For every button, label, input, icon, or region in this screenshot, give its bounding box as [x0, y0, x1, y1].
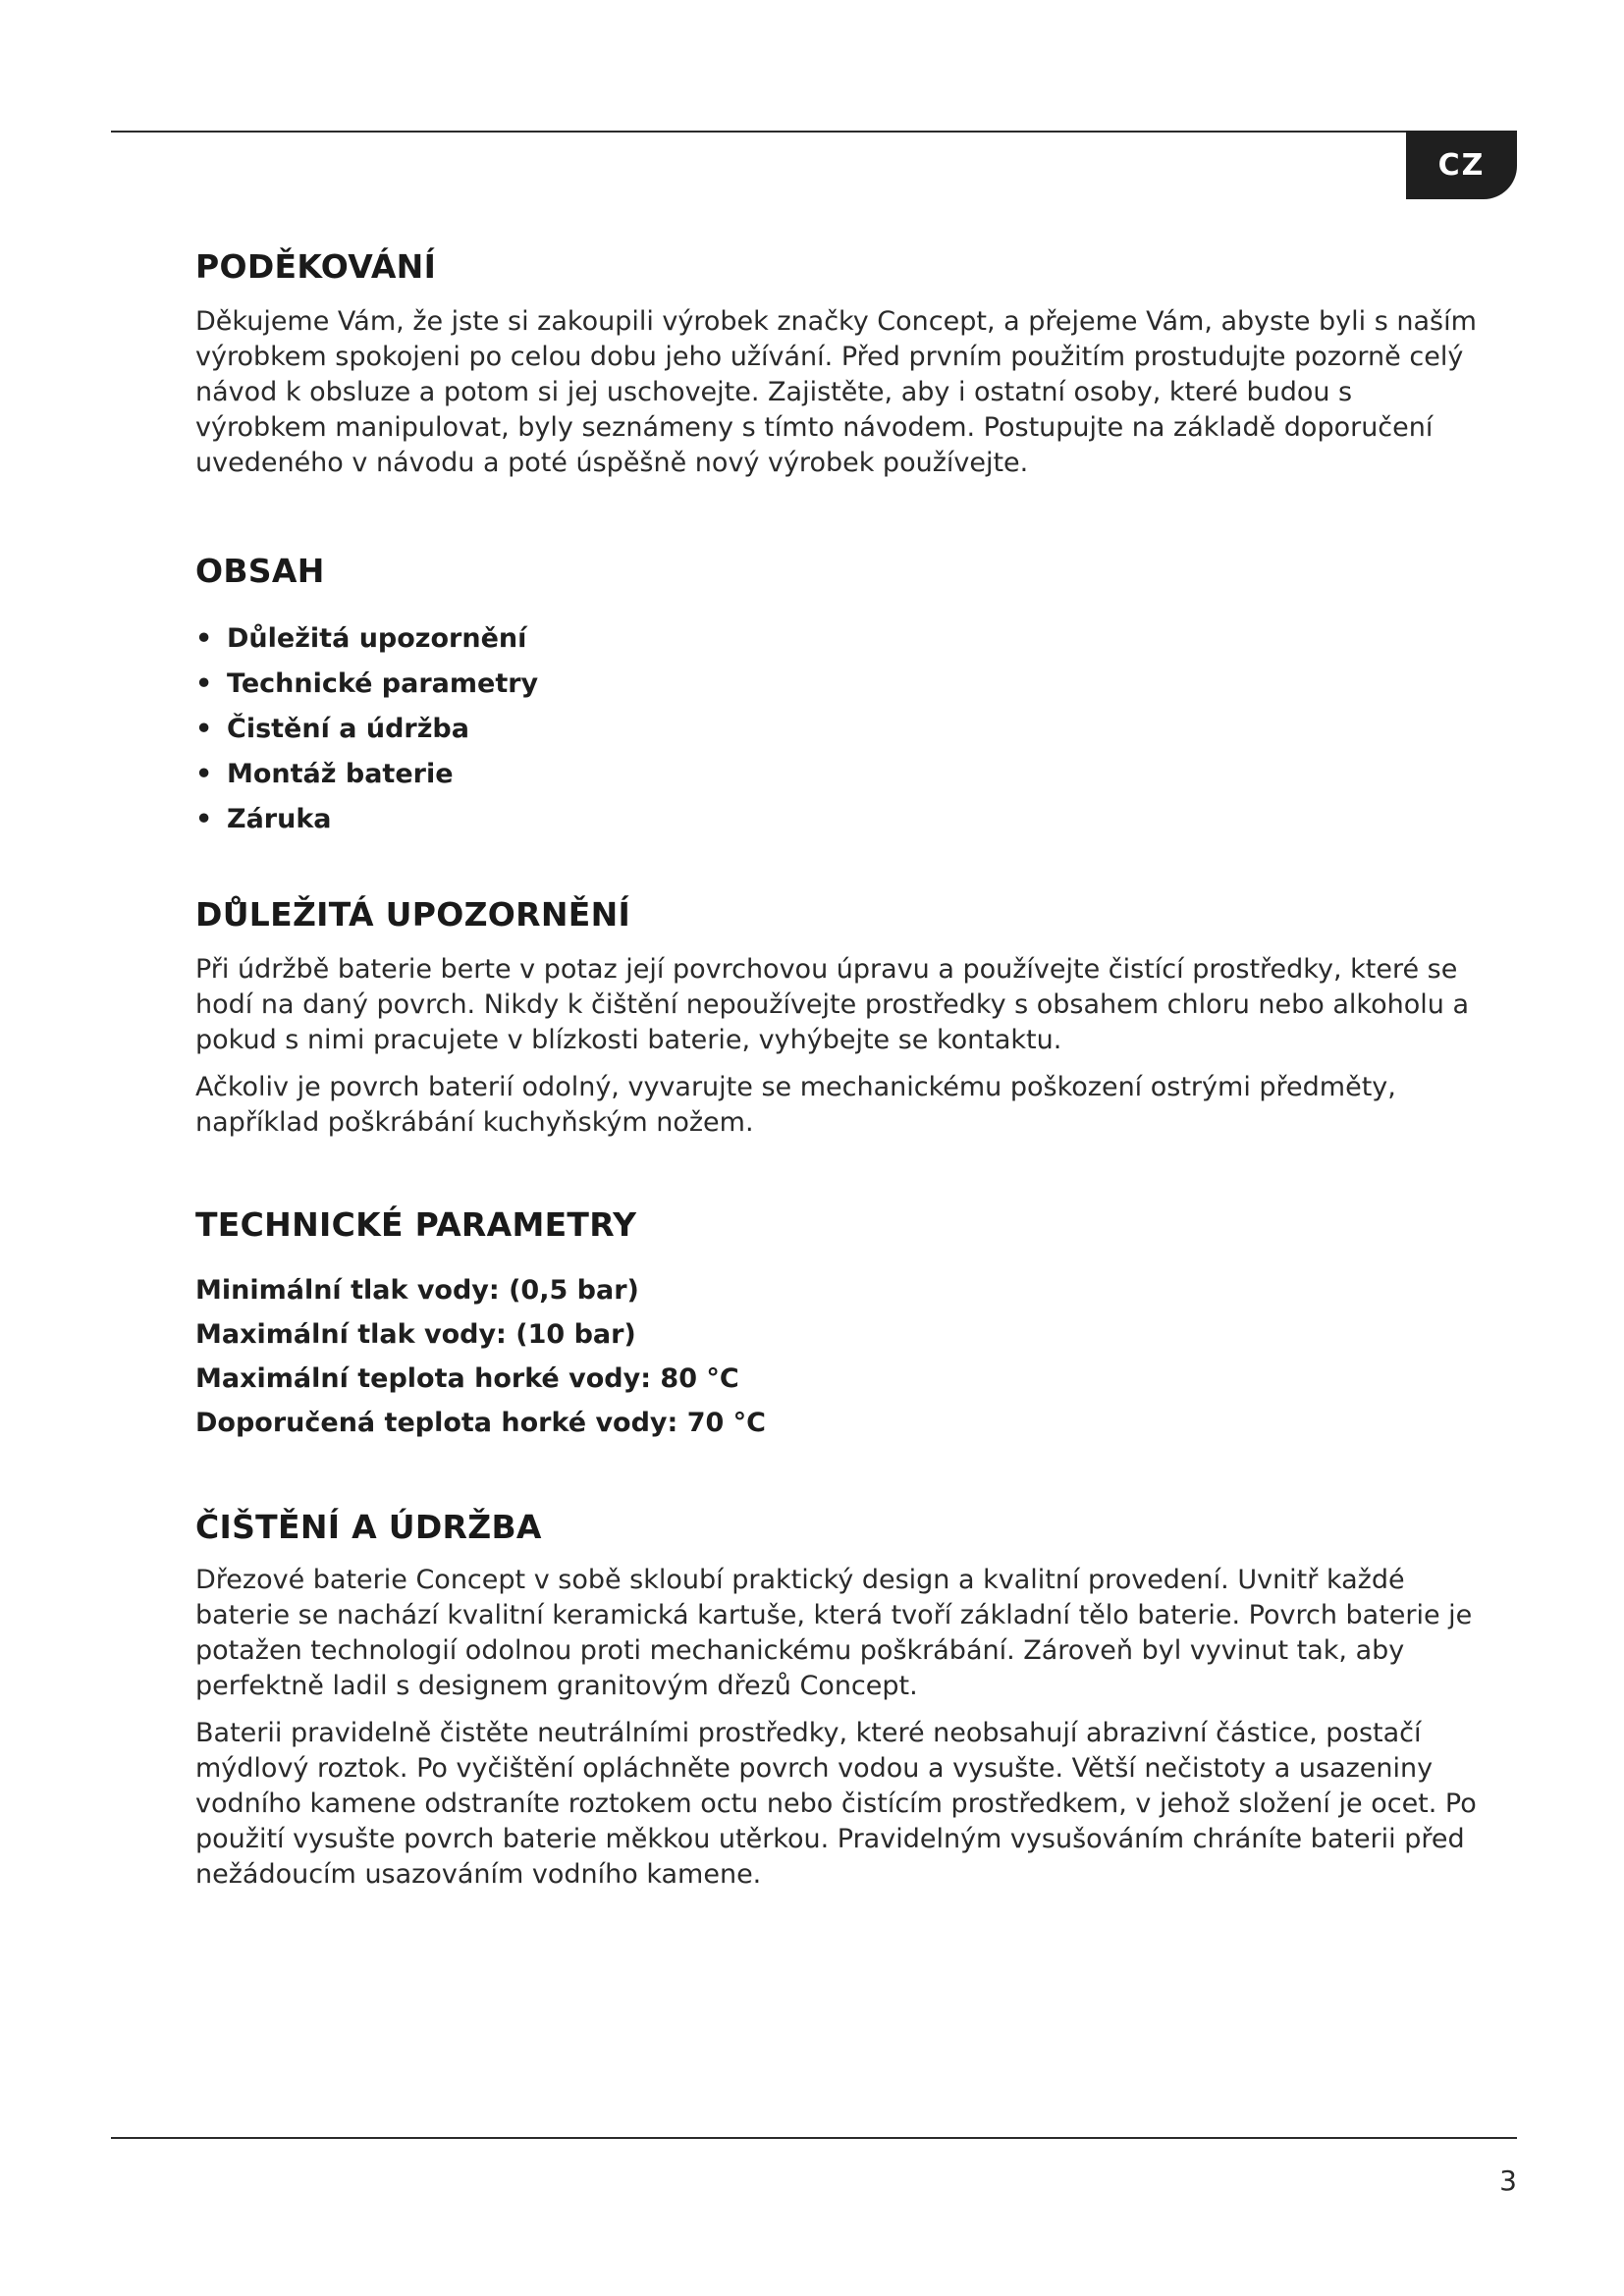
cleaning-paragraph: Dřezové baterie Concept v sobě skloubí praktický design a kvalitní provedení. Uvnitř každé baterie se nachází kvalitní keramická kartuše, která tvoří základní tělo baterie. Povrch baterie je potažen technologií odolnou proti mechanickému poškrábání. Zároveň byl vyvinut tak, aby perfektně ladil s designem granitovým dřezů Concept.: [195, 1565, 1473, 1701]
section-heading-contents: OBSAH: [195, 552, 325, 590]
thanks-paragraph: Děkujeme Vám, že jste si zakoupili výrobek značky Concept, a přejeme Vám, abyste byli s naším výrobkem spokojeni po celou dobu jeho užívání. Před prvním použitím prostudujte pozorně celý návod k obsluze a potom si jej uschovejte. Zajistěte, aby i ostatní osoby, které budou s výrobkem manipulovat, byly seznámeny s tímto návodem. Postupujte na základě doporučení uvedeného v návodu a poté úspěšně nový výrobek používejte.: [195, 306, 1477, 478]
section-cleaning-maintenance: [195, 1506, 1491, 1893]
parameter-line: Maximální teplota horké vody: 80 °C: [195, 1363, 739, 1394]
section-heading-thanks: PODĚKOVÁNÍ: [195, 247, 437, 286]
contents-item-label: Záruka: [227, 804, 332, 834]
contents-list-item: [195, 707, 1491, 752]
cleaning-paragraph: Baterii pravidelně čistěte neutrálními prostředky, které neobsahují abrazivní částice, postačí mýdlový roztok. Po vyčištění opláchněte povrch vodou a vysušte. Větší nečistoty a usazeniny vodního kamene odstraníte roztokem octu nebo čistícím prostředkem, v jehož složení je ocet. Po použití vysušte povrch baterie měkkou utěrkou. Pravidelným vysušováním chráníte baterii před nežádoucím usazováním vodního kamene.: [195, 1718, 1477, 1890]
language-tab-label: CZ: [1437, 147, 1486, 183]
section-heading-technical: TECHNICKÉ PARAMETRY: [195, 1205, 637, 1244]
important-paragraph: Při údržbě baterie berte v potaz její povrchovou úpravu a používejte čistící prostředky, které se hodí na daný povrch. Nikdy k čištění nepoužívejte prostředky s obsahem chloru nebo alkoholu a pokud s nimi pracujete v blízkosti baterie, vyhýbejte se kontaktu.: [195, 954, 1470, 1055]
contents-list-item: [195, 662, 1491, 707]
bullet-icon: •: [195, 668, 213, 699]
footer-rule: [111, 2137, 1517, 2139]
page-content: [195, 245, 1491, 1893]
contents-list-item: [195, 797, 1491, 842]
contents-list-item: [195, 752, 1491, 797]
contents-item-label: Čistění a údržba: [227, 714, 469, 744]
parameter-list: [195, 1268, 1491, 1445]
page-number: 3: [1499, 2164, 1517, 2197]
parameter-line: Minimální tlak vody: (0,5 bar): [195, 1275, 639, 1306]
bullet-icon: •: [195, 759, 213, 789]
contents-list-item: [195, 616, 1491, 662]
bullet-icon: •: [195, 804, 213, 834]
section-contents: [195, 550, 1491, 842]
important-paragraph: Ačkoliv je povrch baterií odolný, vyvarujte se mechanickému poškození ostrými předměty, například poškrábání kuchyňským nožem.: [195, 1072, 1396, 1138]
bullet-icon: •: [195, 623, 213, 654]
contents-list: [195, 616, 1491, 842]
section-thanks: [195, 245, 1491, 481]
section-heading-cleaning: ČIŠTĚNÍ A ÚDRŽBA: [195, 1508, 542, 1546]
section-important-notices: [195, 893, 1491, 1141]
bullet-icon: •: [195, 714, 213, 744]
section-heading-important: DŮLEŽITÁ UPOZORNĚNÍ: [195, 895, 631, 934]
parameter-line: Doporučená teplota horké vody: 70 °C: [195, 1408, 767, 1438]
contents-item-label: Důležitá upozornění: [227, 623, 527, 654]
contents-item-label: Montáž baterie: [227, 759, 454, 789]
language-tab: [1406, 131, 1517, 199]
header-rule: [111, 131, 1517, 133]
parameter-line: Maximální tlak vody: (10 bar): [195, 1319, 636, 1350]
contents-item-label: Technické parametry: [227, 668, 539, 699]
section-technical-parameters: [195, 1203, 1491, 1445]
